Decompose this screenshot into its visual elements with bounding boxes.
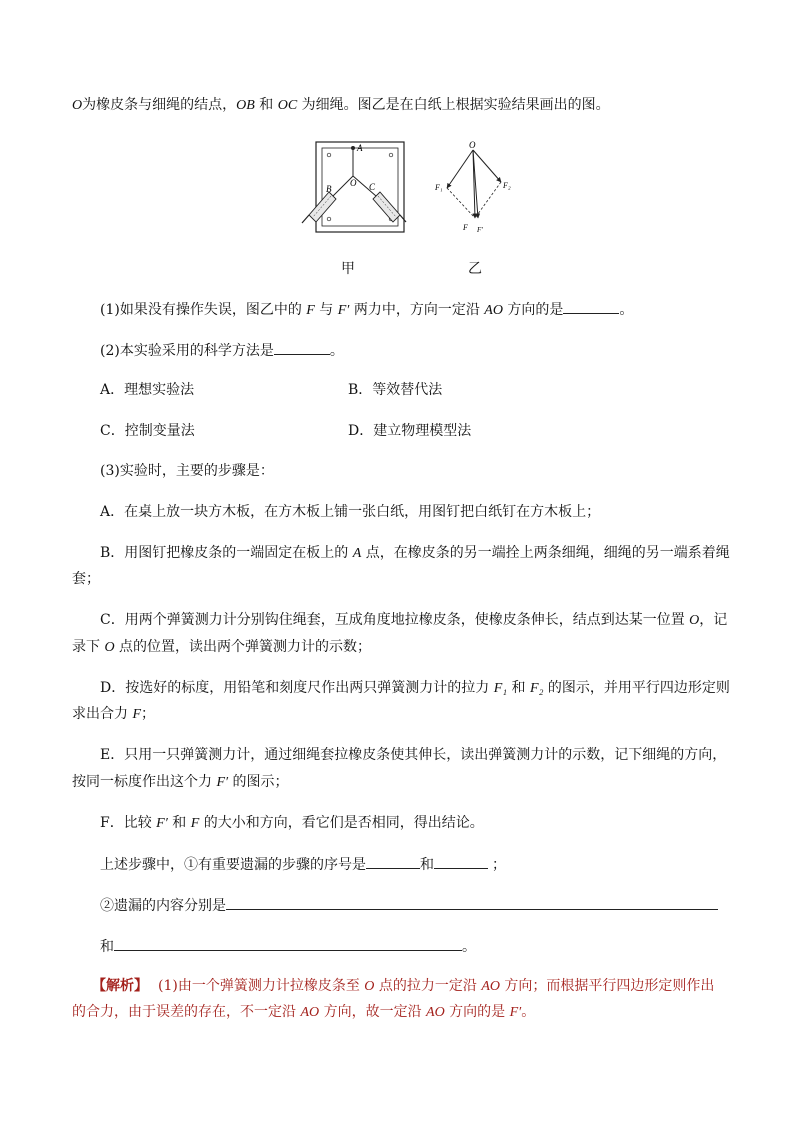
q3-step-d <box>100 678 730 699</box>
step-c-point-o-2: O <box>104 640 115 655</box>
dashed-f1-side <box>447 188 475 218</box>
yi-label-f-prime: F′ <box>477 226 483 234</box>
q3-ask-2 <box>100 895 718 916</box>
analysis-tag: 【解析】 <box>92 978 148 994</box>
yi-label-f1: F₁ <box>435 183 443 192</box>
analysis-line-1 <box>92 976 714 997</box>
analysis-f-prime: F′ <box>509 1005 522 1020</box>
q2-option-b: B．等效替代法 <box>348 382 443 398</box>
q1-text-1: (1)如果没有操作失误，图乙中的 <box>100 302 307 318</box>
ask-2-blank[interactable] <box>226 895 718 910</box>
label-o: O <box>350 178 357 188</box>
q1-text-4: 方向的是 <box>502 302 564 318</box>
label-a: A <box>357 143 363 153</box>
step-c-point-o: O <box>689 613 700 628</box>
q3-step-b-cont: 套； <box>72 571 100 587</box>
step-c-text-1: C．用两个弹簧测力计分别钩住绳套，互成角度地拉橡皮条，使橡皮条伸长，结点到达某一位置 <box>100 612 690 628</box>
step-d-and: 和 <box>507 680 531 696</box>
ask-3-blank[interactable] <box>114 936 462 951</box>
ask-1-text: 上述步骤中，①有重要遗漏的步骤的序号是 <box>100 857 366 873</box>
caption-jia: 甲 <box>341 261 355 277</box>
q1-f: F <box>306 303 315 318</box>
ask-1-and: 和 <box>420 857 434 873</box>
step-f-text-1: F．比较 <box>100 815 157 831</box>
point-o: O <box>72 98 83 113</box>
step-e-text-3: 的图示； <box>228 774 289 790</box>
q2-option-c: C．控制变量法 <box>100 423 195 439</box>
step-f-f: F <box>190 816 200 831</box>
analysis-ao-2: AO <box>300 1005 320 1020</box>
step-f-text-3: 的大小和方向，看它们是否相同，得出结论。 <box>199 815 484 831</box>
label-oc: OC <box>277 98 298 113</box>
analysis-line-2 <box>72 1002 535 1023</box>
step-d-text-1: D．按选好的标度，用铅笔和刻度尺作出两只弹簧测力计的拉力 <box>100 680 494 696</box>
q2-answer-blank[interactable] <box>274 340 330 355</box>
dashed-f2-side <box>475 182 501 218</box>
q1-end: 。 <box>619 302 634 318</box>
ask-1-blank-1[interactable] <box>366 854 420 869</box>
analysis-text-3: 方向；而根据平行四边形定则作出 <box>499 978 715 994</box>
question-1 <box>100 299 633 321</box>
q3-stem: (3)实验时，主要的步骤是： <box>100 463 274 479</box>
step-c-text-2: ，记 <box>699 612 728 628</box>
figure-jia <box>296 138 408 238</box>
q3-step-e-cont <box>72 772 289 793</box>
q3-step-e: E．只用一只弹簧测力计，通过细绳套拉橡皮条使其伸长，读出弹簧测力计的示数，记下细绳的方向， <box>100 747 727 763</box>
step-b-text-2: 点，在橡皮条的另一端拴上两条细绳，细绳的另一端系着绳 <box>361 545 730 561</box>
analysis-text-1: (1)由一个弹簧测力计拉橡皮条至 <box>158 978 365 994</box>
yi-label-f2: F₂ <box>503 181 511 190</box>
vector-f1 <box>447 150 473 188</box>
label-b: B <box>326 184 332 194</box>
q3-ask-3 <box>100 936 476 957</box>
figure-yi <box>428 138 528 238</box>
q3-step-c-cont <box>72 637 371 658</box>
step-b-point-a: A <box>352 546 362 561</box>
step-d-f1: F₁ <box>493 681 508 696</box>
label-ob: OB <box>236 98 255 113</box>
step-b-text-1: B．用图钉把橡皮条的一端固定在板上的 <box>100 545 353 561</box>
step-d-end: ； <box>141 706 156 722</box>
ask-1-blank-2[interactable] <box>434 854 488 869</box>
q1-answer-blank[interactable] <box>563 299 619 314</box>
q2-end: 。 <box>329 343 344 359</box>
q1-ao: AO <box>484 303 503 318</box>
q1-f-prime: F′ <box>337 303 350 318</box>
yi-label-o: O <box>469 140 476 150</box>
q1-text-3: 两力中，方向一定沿 <box>349 302 485 318</box>
intro-line <box>72 95 610 116</box>
label-c: C <box>369 182 376 192</box>
analysis-text-5: 方向，故一定沿 <box>319 1004 427 1020</box>
yi-label-f: F <box>463 223 468 232</box>
step-c-text-4: 点的位置，读出两个弹簧测力计的示数； <box>114 639 372 655</box>
q3-step-a: A．在桌上放一块方木板，在方木板上铺一张白纸，用图钉把白纸钉在方木板上； <box>100 504 601 520</box>
ask-1-end: ； <box>492 857 506 873</box>
step-e-text-2: 按同一标度作出这个力 <box>72 774 217 790</box>
q2-option-a: A．理想实验法 <box>100 382 195 398</box>
step-f-text-2: 和 <box>167 815 191 831</box>
analysis-o: O <box>364 979 375 994</box>
step-f-f-prime: F′ <box>156 816 168 831</box>
step-d-f2: F₂ <box>530 681 544 696</box>
step-d-f: F <box>132 707 142 722</box>
analysis-text-2: 点的拉力一定沿 <box>374 978 482 994</box>
ask-3-text: 和 <box>100 939 114 955</box>
analysis-ao-3: AO <box>426 1005 445 1020</box>
step-d-text-2: 的图示，并用平行四边形定则 <box>543 680 730 696</box>
q3-step-f <box>100 813 484 834</box>
caption-yi: 乙 <box>468 261 482 277</box>
intro-text-1: 为橡皮条与细绳的结点， <box>82 97 237 113</box>
q3-step-c <box>100 610 727 631</box>
step-c-text-3: 录下 <box>72 639 105 655</box>
analysis-text-6: 方向的是 <box>444 1004 510 1020</box>
q3-step-b <box>100 543 730 564</box>
q3-step-d-cont <box>72 704 155 725</box>
step-e-f-prime: F′ <box>216 775 229 790</box>
intro-text-3: 为细绳。图乙是在白纸上根据实验结果画出的图。 <box>297 97 610 113</box>
question-2 <box>100 340 344 361</box>
step-d-text-3: 求出合力 <box>72 706 133 722</box>
ask-2-text: ②遗漏的内容分别是 <box>100 898 226 914</box>
analysis-text-4: 的合力，由于误差的存在，不一定沿 <box>72 1004 301 1020</box>
ask-3-end: 。 <box>462 939 476 955</box>
analysis-ao: AO <box>481 979 500 994</box>
q3-ask-1 <box>100 854 506 875</box>
intro-text-2: 和 <box>254 97 278 113</box>
analysis-end: 。 <box>521 1004 536 1020</box>
q1-text-2: 与 <box>314 302 338 318</box>
vector-f2 <box>473 150 501 182</box>
q2-stem: (2)本实验采用的科学方法是 <box>100 343 274 359</box>
q2-option-d: D．建立物理模型法 <box>348 423 472 439</box>
spring-scale-right <box>373 192 406 222</box>
